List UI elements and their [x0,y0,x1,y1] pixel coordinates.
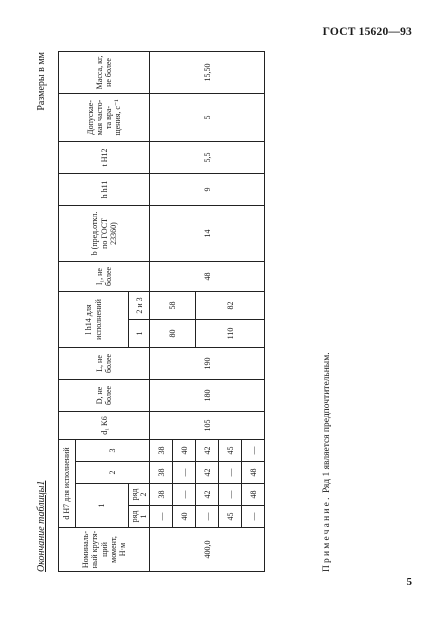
d-row2-cell: 48 [242,484,265,506]
header-d-exec-3: 3 [76,439,150,461]
d-exec2-cell: — [219,462,242,484]
d-row1-cell: 45 [219,506,242,528]
d-row2-cell: — [219,484,242,506]
d-exec3-cell: 38 [150,439,173,461]
table-row [150,51,173,571]
header-l-exec-23: 2 и 3 [129,291,150,319]
d-row1-cell: 40 [173,506,196,528]
b-value: 14 [150,205,265,261]
d-exec2-cell: — [173,462,196,484]
header-torque: Номиналь- ный крутя- щий момент, Н·м [59,528,150,572]
header-D: D, не более [59,379,150,411]
table-caption: Окончание таблицы1 [36,480,47,572]
d-exec2-cell: 42 [196,462,219,484]
d-row1-cell: — [196,506,219,528]
standard-designation: ГОСТ 15620—93 [322,26,412,38]
d-row2-cell: — [173,484,196,506]
units-label: Размеры в мм [36,52,47,111]
note-text: Ряд 1 является предпочтительным. [322,352,332,493]
note-lead: Примечание. [322,495,332,572]
header-row-1 [59,51,76,571]
d-row2-cell: 42 [196,484,219,506]
l-exec1-short: 80 [150,319,196,347]
header-d-group: d H7 для исполнений [59,439,76,527]
d1-value: 105 [150,411,265,439]
t-value: 5,5 [150,141,265,173]
D-value: 180 [150,379,265,411]
header-d-exec-1: 1 [76,484,129,528]
header-h: h h11 [59,173,150,205]
speed-value: 5 [150,93,265,141]
d-exec2-cell: 48 [242,462,265,484]
l-exec1-long: 110 [196,319,265,347]
header-d1: d₁ K6 [59,411,150,439]
L-value: 190 [150,347,265,379]
header-row2: ряд 2 [129,484,150,506]
d-row1-cell: — [150,506,173,528]
d-exec3-cell: 45 [219,439,242,461]
coupling-dimensions-table [58,51,265,572]
l-exec23-short: 58 [150,291,196,319]
d-exec2-cell: 38 [150,462,173,484]
header-l1: l₁, не более [59,261,150,291]
header-l-group: l h14 для исполнений [59,291,129,347]
d-exec3-cell: — [242,439,265,461]
header-l-exec-1: 1 [129,319,150,347]
h-value: 9 [150,173,265,205]
header-row1: ряд 1 [129,506,150,528]
page-number: 5 [406,576,412,588]
header-t: t H12 [59,141,150,173]
l-exec23-long: 82 [196,291,265,319]
table-note [322,352,332,572]
l1-value: 48 [150,261,265,291]
header-b: b (пред.откл. по ГОСТ 23360) [59,205,150,261]
header-mass: Масса, кг, не более [59,51,150,93]
header-d-exec-2: 2 [76,462,150,484]
torque-value: 400,0 [150,528,265,572]
d-exec3-cell: 40 [173,439,196,461]
d-row1-cell: — [242,506,265,528]
header-L: L, не более [59,347,150,379]
d-exec3-cell: 42 [196,439,219,461]
mass-value: 15,50 [150,51,265,93]
d-row2-cell: 38 [150,484,173,506]
rotated-table-block [24,52,404,572]
header-speed: Допускае- мая часто- та вра- щения, с⁻¹ [59,93,150,141]
